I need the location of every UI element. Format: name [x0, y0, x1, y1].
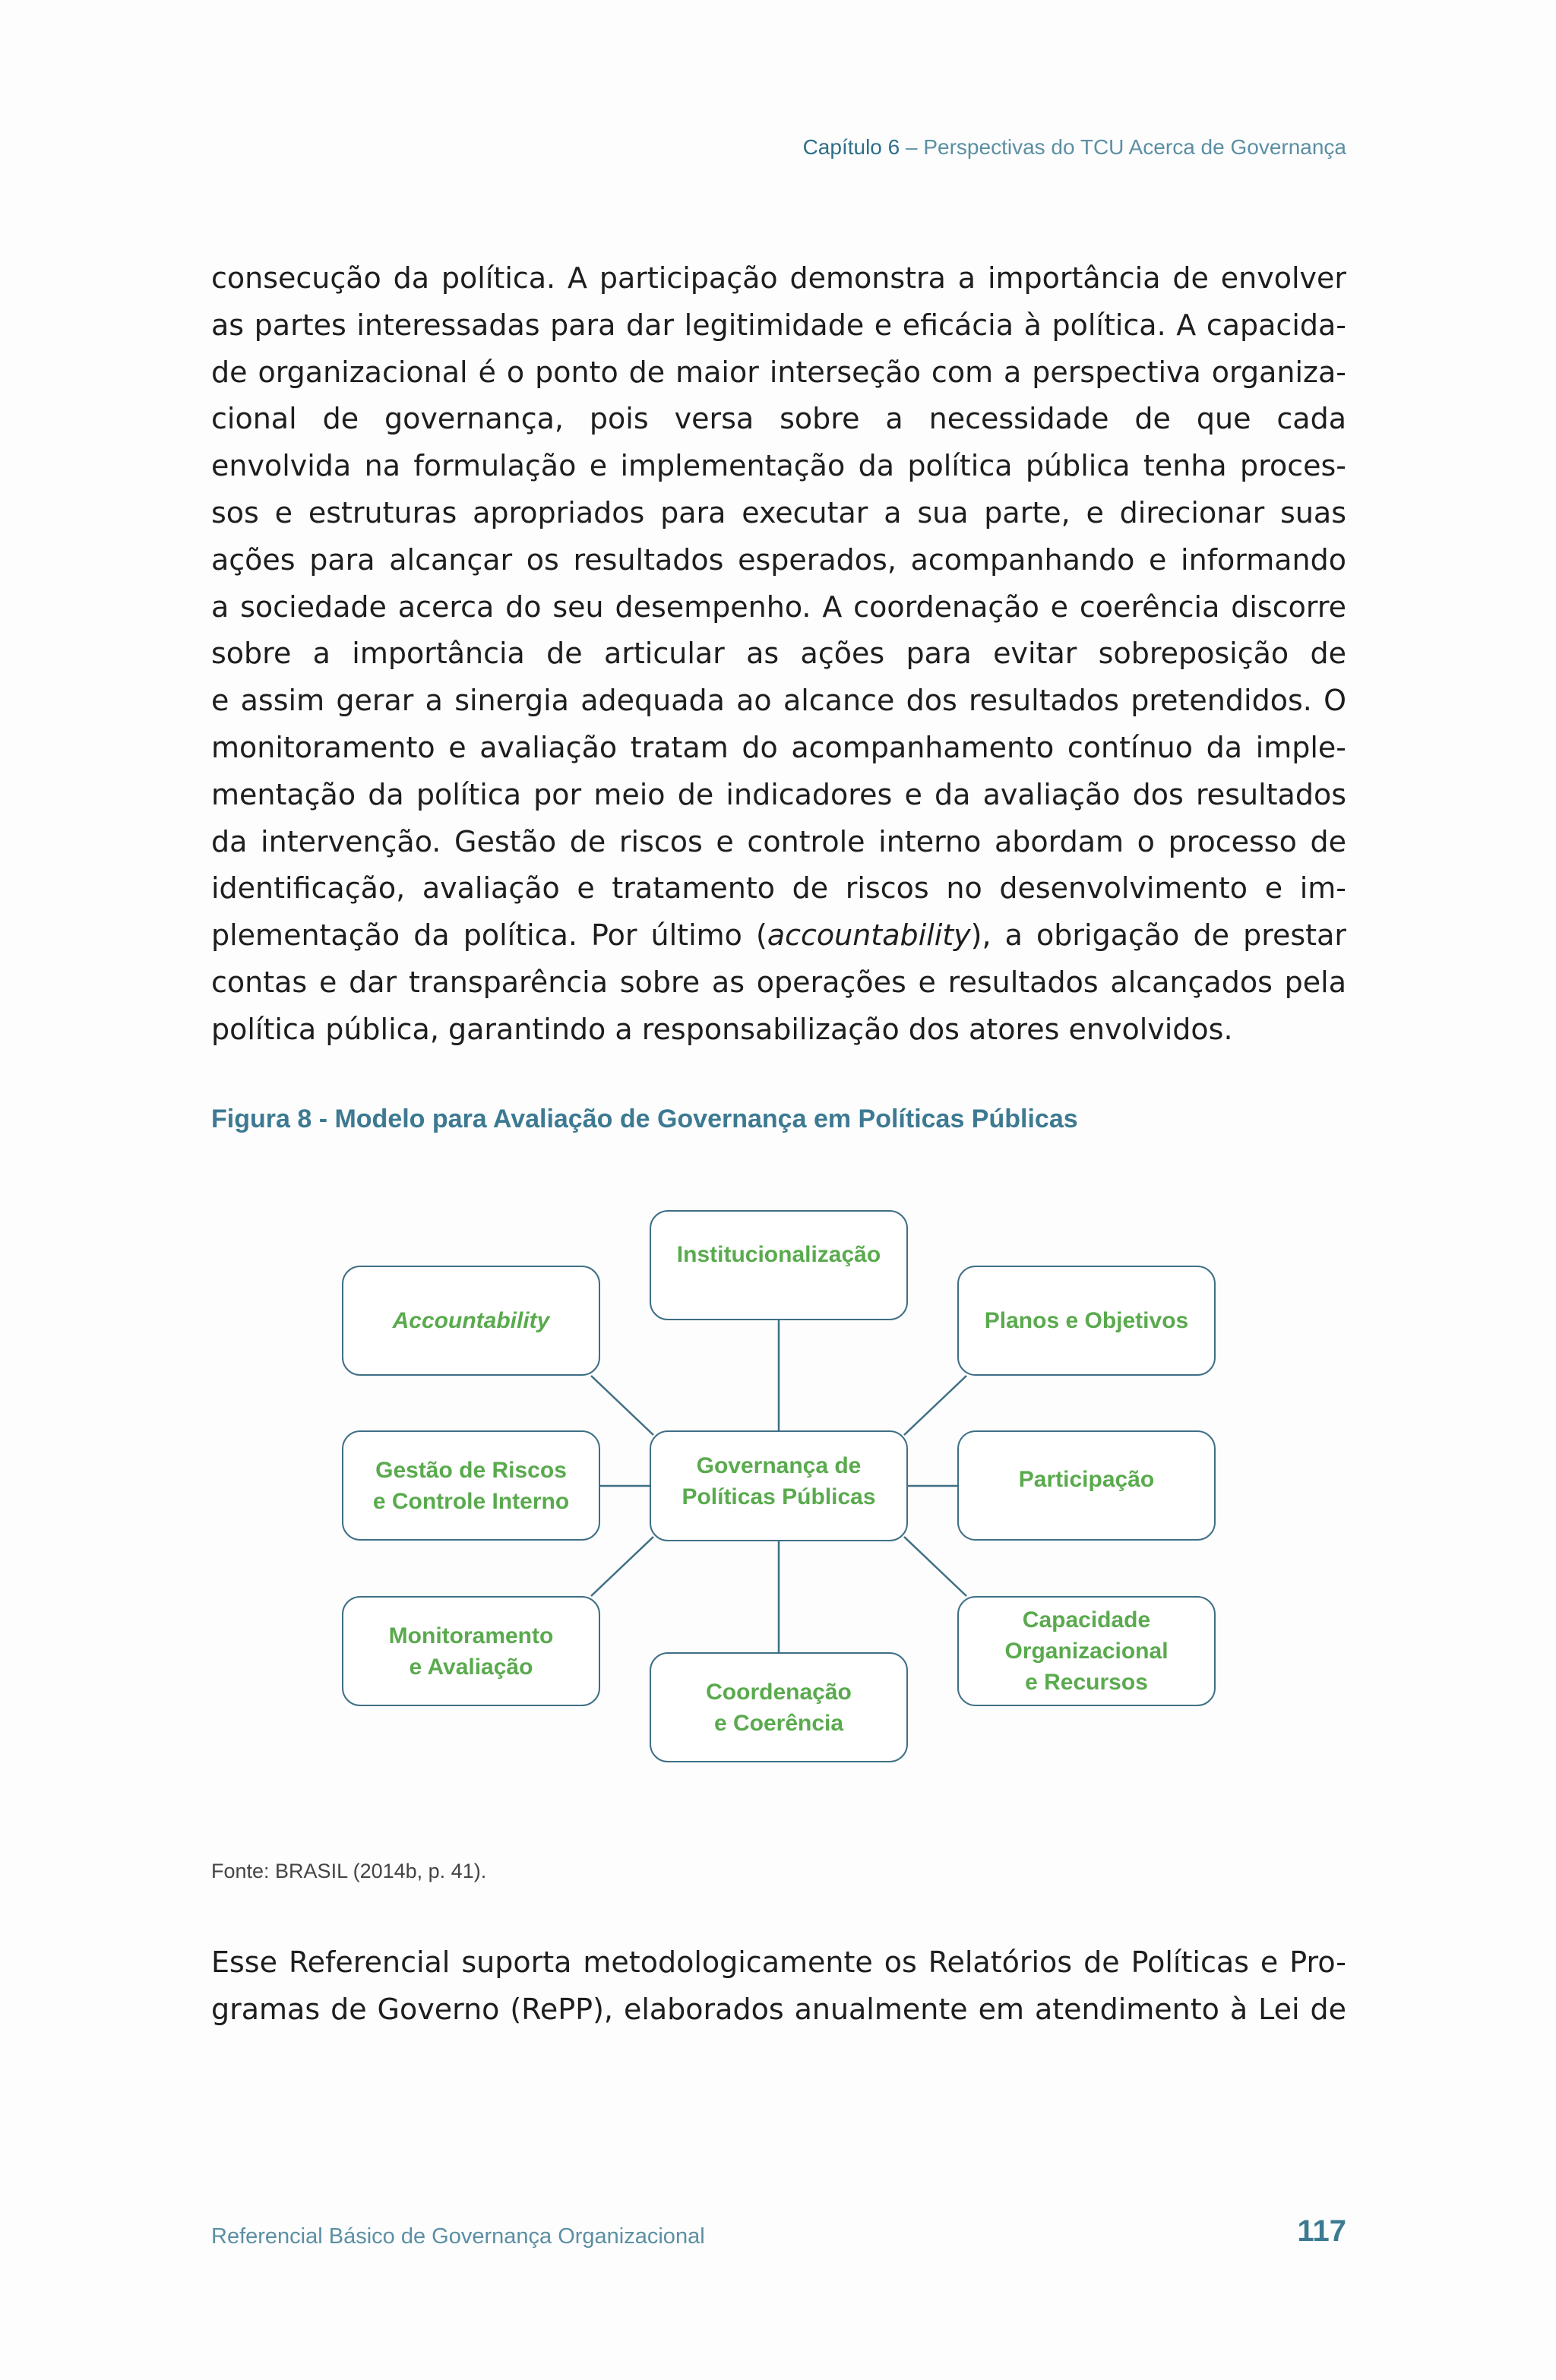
- node-label: Gestão de Riscos e Controle Interno: [372, 1457, 570, 1514]
- paragraph-line: Esse Referencial suporta metodologicamente os Relatórios de Políticas e Pro-: [211, 1945, 1346, 1979]
- node-label: Planos e Objetivos: [984, 1308, 1189, 1333]
- node-label: Capacidade Organizacional e Recursos: [1004, 1607, 1169, 1695]
- paragraph-line: de organizacional é o ponto de maior interseção com a perspectiva organiza-: [211, 355, 1346, 389]
- node-participacao: [957, 1430, 1216, 1541]
- node-label: Monitoramento e Avaliação: [388, 1623, 554, 1680]
- node-label: Institucionalização: [676, 1242, 881, 1267]
- paragraph-line: cional de governança, pois versa sobre a necessidade de que cada: [211, 402, 1346, 436]
- paragraph-line: identificação, avaliação e tratamento de riscos no desenvolvimento e im-: [211, 871, 1346, 906]
- footer-book-title: Referencial Básico de Governança Organizacional: [211, 2224, 705, 2249]
- node-label: Participação: [1018, 1467, 1155, 1492]
- paragraph-line: as partes interessadas para dar legitimidade e eficácia à política. A capacida-: [211, 308, 1346, 342]
- node-gestao-riscos: [342, 1430, 600, 1541]
- paragraph-1: [211, 255, 1346, 1054]
- paragraph-line: da intervenção. Gestão de riscos e controle interno abordam o processo de: [211, 824, 1346, 858]
- paragraph-line: contas e dar transparência sobre as operações e resultados alcançados pela: [211, 965, 1346, 999]
- paragraph-line: mentação da política por meio de indicadores e da avaliação dos resultados: [211, 777, 1346, 811]
- node-label: Coordenação e Coerência: [706, 1679, 852, 1736]
- page-number: 117: [1297, 2214, 1346, 2248]
- paragraph-2: [211, 1939, 1346, 2034]
- paragraph-line: ações para alcançar os resultados esperados, acompanhando e informando: [211, 542, 1346, 577]
- paragraph-line: gramas de Governo (RePP), elaborados anualmente em atendimento à Lei de: [211, 1992, 1346, 2026]
- node-accountability: [342, 1266, 600, 1376]
- node-label: Governança de Políticas Públicas: [682, 1453, 876, 1509]
- node-monitoramento: [342, 1596, 600, 1706]
- paragraph-line: política pública, garantindo a responsabilização dos atores envolvidos.: [211, 1012, 1233, 1046]
- paragraph-line: a sociedade acerca do seu desempenho. A coordenação e coerência discorre: [211, 589, 1346, 624]
- figure-source: Fonte: BRASIL (2014b, p. 41).: [211, 1860, 487, 1882]
- connector-bottom-left: [591, 1537, 653, 1596]
- paragraph-line: e assim gerar a sinergia adequada ao alcance dos resultados pretendidos. O: [211, 684, 1346, 718]
- node-institucionalizacao: [650, 1210, 908, 1320]
- accountability-term: accountability: [767, 918, 971, 953]
- paragraph-line: consecução da política. A participação demonstra a importância de envolver: [211, 261, 1346, 295]
- chapter-title: – Perspectivas do TCU Acerca de Governança: [900, 135, 1346, 159]
- paragraph-line: envolvida na formulação e implementação da política pública tenha proces-: [211, 449, 1346, 483]
- node-center-governanca: [650, 1430, 908, 1541]
- chapter-label: Capítulo 6: [802, 135, 900, 159]
- node-coordenacao: [650, 1652, 908, 1762]
- paragraph-line: plementação da política. Por último (accountability), a obrigação de prestar: [211, 918, 1346, 953]
- running-header: [803, 135, 1346, 160]
- connector-bottom-right: [904, 1537, 966, 1596]
- paragraph-line: sobre a importância de articular as ações para evitar sobreposição de: [211, 637, 1346, 671]
- node-planos-objetivos: [957, 1266, 1216, 1376]
- paragraph-line: sos e estruturas apropriados para executar a sua parte, e direcionar suas: [211, 495, 1346, 529]
- connector-top-right: [904, 1376, 966, 1435]
- node-capacidade: [957, 1596, 1216, 1706]
- figure-caption: Figura 8 - Modelo para Avaliação de Governança em Políticas Públicas: [211, 1105, 1078, 1133]
- paragraph-line: monitoramento e avaliação tratam do acompanhamento contínuo da imple-: [211, 730, 1346, 764]
- connector-top-left: [591, 1376, 653, 1435]
- node-label: Accountability: [392, 1308, 550, 1333]
